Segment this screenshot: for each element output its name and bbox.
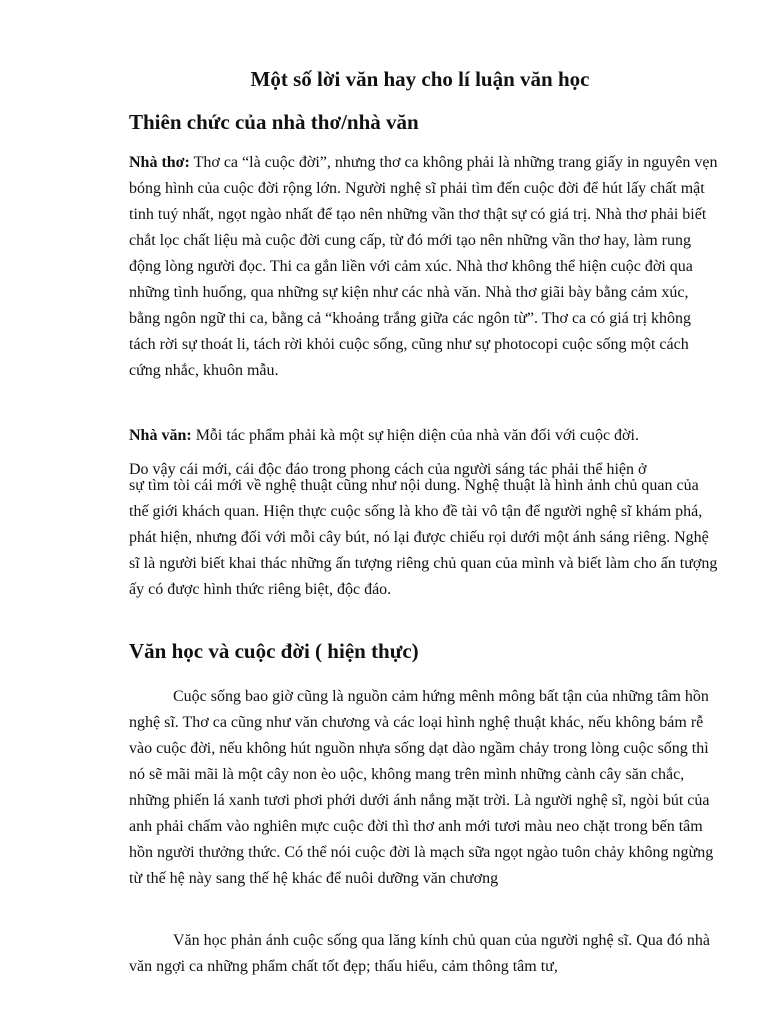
document-title: Một số lời văn hay cho lí luận văn học: [250, 67, 590, 91]
poet-lead-label: Nhà thơ:: [129, 154, 190, 171]
writer-text: Mỗi tác phẩm phải kà một sự hiện diện của nhà văn đối với cuộc đời.: [191, 427, 639, 444]
paragraph-poet: [129, 150, 721, 384]
section-heading-vocation: Thiên chức của nhà thơ/nhà văn: [129, 110, 419, 134]
paragraph-writer: [129, 423, 721, 449]
paragraph-literature-reflects: Văn học phản ánh cuộc sống qua lăng kính chủ quan của người nghệ sĩ. Qua đó nhà văn ngợi ca những phẩm chất tốt đẹp; thấu hiểu, cảm thông tâm tư,: [129, 932, 710, 975]
poet-text: Thơ ca “là cuộc đời”, nhưng thơ ca không phải là những trang giấy in nguyên vẹn bóng hình của cuộc đời rộng lớn. Người nghệ sĩ phải tìm đến cuộc đời để hút lấy chất mật tinh tuý nhất, ngọt ngào nhất để tạo nên những vần thơ thật sự có giá trị. Nhà thơ phải biết chắt lọc chất liệu mà cuộc đời cung cấp, từ đó mới tạo nên những vần thơ hay, làm rung động lòng người đọc. Thi ca gắn liền với cảm xúc. Nhà thơ không thể hiện cuộc đời qua những tình huống, qua những sự kiện như các nhà văn. Nhà thơ giãi bày bằng cảm xúc, bằng ngôn ngữ thi ca, bằng cả “khoảng trắng giữa các ngôn từ”. Thơ ca có giá trị không tách rời sự thoát li, tách rời khỏi cuộc sống, cũng như sự photocopi cuộc sống một cách cứng nhắc, khuôn mẫu.: [129, 154, 718, 379]
paragraph-originality: sự tìm tòi cái mới về nghệ thuật cũng như nội dung. Nghệ thuật là hình ảnh chủ quan của thế giới khách quan. Hiện thực cuộc sống là kho đề tài vô tận để người nghệ sĩ khám phá, phát hiện, nhưng đối với mỗi cây bút, nó lại được chiếu rọi dưới một ánh sáng riêng. Nghệ sĩ là người biết khai thác những ấn tượng riêng chủ quan của mình và biết làm cho ấn tượng ấy có được hình thức riêng biệt, độc đáo.: [129, 477, 718, 598]
writer-lead-label: Nhà văn:: [129, 427, 192, 444]
overlapping-text-line: Do vậy cái mới, cái độc đáo trong phong cách của người sáng tác phải thể hiện ở: [129, 461, 647, 478]
paragraph-life-inspiration: Cuộc sống bao giờ cũng là nguồn cảm hứng mênh mông bất tận của những tâm hồn nghệ sĩ. Thơ ca cũng như văn chương và các loại hình nghệ thuật khác, nếu không bám rễ vào cuộc đời, nếu không hút nguồn nhựa sống dạt dào ngầm chảy trong lòng cuộc sống thì nó sẽ mãi mãi là một cây non èo uộc, không mang trên mình những cành cây săn chắc, những phiến lá xanh tươi phơi phới dưới ánh nắng mặt trời. Là người nghệ sĩ, ngòi bút của anh phải chấm vào nghiên mực cuộc đời thì thơ anh mới tươi màu neo chặt trong bến tâm hồn người thưởng thức. Có thể nói cuộc đời là mạch sữa ngọt ngào tuôn chảy không ngừng từ thế hệ này sang thế hệ khác để nuôi dưỡng văn chương: [129, 688, 714, 887]
section-heading-literature-life: Văn học và cuộc đời ( hiện thực): [129, 639, 419, 663]
